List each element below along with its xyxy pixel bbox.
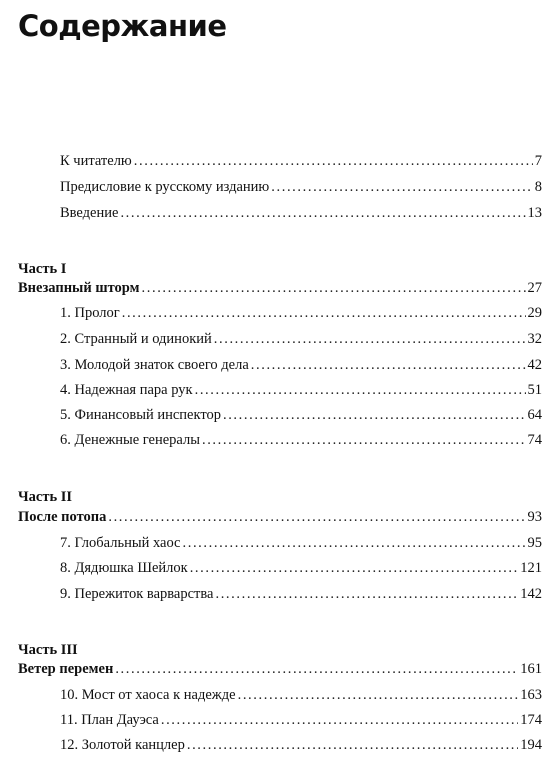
toc-part-title-1[interactable] <box>18 278 542 298</box>
toc-chapter-label: 4. Надежная пара рук <box>60 382 193 398</box>
toc-page-number: 174 <box>520 712 542 728</box>
toc-chapter-8[interactable] <box>60 558 542 578</box>
dot-leader <box>202 430 526 450</box>
toc-page-number: 13 <box>527 205 542 221</box>
toc-chapter-label: 3. Молодой знаток своего дела <box>60 357 249 373</box>
toc-entry-introduction[interactable] <box>60 203 542 223</box>
toc-page-number: 42 <box>527 357 542 373</box>
toc-chapter-label: 8. Дядюшка Шейлок <box>60 560 188 576</box>
dot-leader <box>195 380 526 400</box>
dot-leader <box>251 355 526 375</box>
dot-leader <box>190 558 519 578</box>
toc-page-number: 32 <box>527 331 542 347</box>
toc-part-label: После потопа <box>18 509 107 525</box>
toc-page-number: 163 <box>520 687 542 703</box>
dot-leader <box>223 405 526 425</box>
toc-page-number: 161 <box>520 661 542 677</box>
toc-entry-preface[interactable] <box>60 177 542 197</box>
toc-chapter-label: 12. Золотой канцлер <box>60 737 185 753</box>
toc-chapter-label: 1. Пролог <box>60 305 120 321</box>
toc-page-number: 7 <box>534 153 542 169</box>
toc-chapter-label: 9. Пережиток варварства <box>60 586 214 602</box>
page-title: Содержание <box>18 9 227 43</box>
toc-chapter-label: 11. План Дауэса <box>60 712 159 728</box>
toc-chapter-11[interactable] <box>60 710 542 730</box>
toc-chapter-1[interactable] <box>60 303 542 323</box>
toc-page-number: 142 <box>520 586 542 602</box>
toc-part-title-2[interactable] <box>18 507 542 527</box>
toc-chapter-3[interactable] <box>60 355 542 375</box>
toc-page-number: 8 <box>534 179 542 195</box>
toc-chapter-9[interactable] <box>60 584 542 604</box>
toc-part-label: Внезапный шторм <box>18 280 140 296</box>
toc-chapter-10[interactable] <box>60 685 542 705</box>
part-heading-1: Часть I <box>18 261 67 277</box>
toc-chapter-6[interactable] <box>60 430 542 450</box>
toc-page-number: 74 <box>527 432 542 448</box>
toc-page-number: 93 <box>527 509 542 525</box>
dot-leader <box>115 659 518 679</box>
toc-page-number: 95 <box>527 535 542 551</box>
dot-leader <box>215 584 518 604</box>
toc-page-number: 64 <box>527 407 542 423</box>
toc-chapter-12[interactable] <box>60 735 542 755</box>
toc-part-title-3[interactable] <box>18 659 542 679</box>
dot-leader <box>214 329 526 349</box>
toc-page-number: 51 <box>527 382 542 398</box>
toc-page-number: 121 <box>520 560 542 576</box>
toc-chapter-label: 2. Странный и одинокий <box>60 331 212 347</box>
toc-part-label: Ветер перемен <box>18 661 114 677</box>
toc-page-number: 27 <box>527 280 542 296</box>
toc-entry-label: Предисловие к русскому изданию <box>60 179 270 195</box>
dot-leader <box>238 685 519 705</box>
toc-chapter-label: 5. Финансовый инспектор <box>60 407 221 423</box>
toc-chapter-label: 6. Денежные генералы <box>60 432 200 448</box>
toc-entry-label: Введение <box>60 205 119 221</box>
dot-leader <box>122 303 526 323</box>
toc-chapter-label: 10. Мост от хаоса к надежде <box>60 687 236 703</box>
toc-page-number: 194 <box>520 737 542 753</box>
dot-leader <box>142 278 526 298</box>
dot-leader <box>271 177 532 197</box>
toc-page-number: 29 <box>527 305 542 321</box>
toc-chapter-5[interactable] <box>60 405 542 425</box>
dot-leader <box>120 203 525 223</box>
toc-chapter-7[interactable] <box>60 533 542 553</box>
toc-entry-label: К читателю <box>60 153 132 169</box>
toc-chapter-label: 7. Глобальный хаос <box>60 535 181 551</box>
part-heading-3: Часть III <box>18 642 78 658</box>
dot-leader <box>161 710 518 730</box>
dot-leader <box>187 735 518 755</box>
dot-leader <box>108 507 525 527</box>
toc-chapter-4[interactable] <box>60 380 542 400</box>
part-heading-2: Часть II <box>18 489 73 505</box>
toc-entry-to-reader[interactable] <box>60 151 542 171</box>
toc-chapter-2[interactable] <box>60 329 542 349</box>
dot-leader <box>183 533 526 553</box>
dot-leader <box>134 151 533 171</box>
